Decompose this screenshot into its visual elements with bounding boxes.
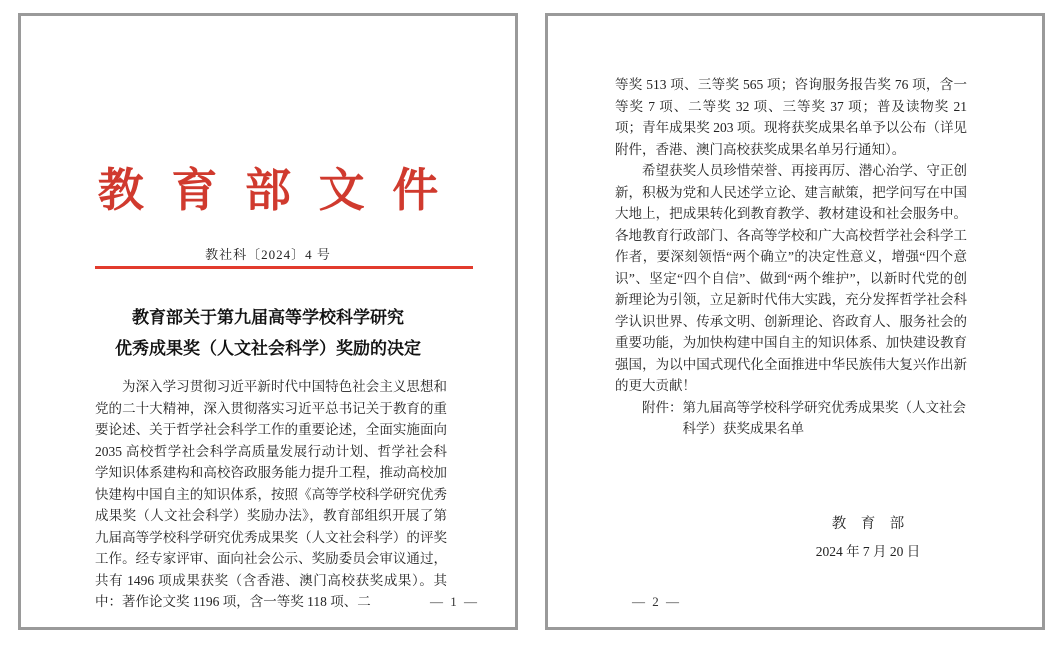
signature-block (748, 510, 988, 566)
issue-date: 2024 年 7 月 20 日 (815, 544, 921, 559)
document-title-line1: 教育部关于第九届高等学校科学研究 (132, 308, 404, 327)
issuing-authority: 教 育 部 (831, 516, 905, 532)
paragraph-2: 希望获奖人员珍惜荣誉、再接再厉、潜心治学、守正创新，积极为党和人民述学立论、建言献策，把学问写在中国大地上，把成果转化到教育教学、教材建设和社会服务中。各地教育行政部门、各高等学校和广大高校哲学社会科学工作者，要深刻领悟“两个确立”的决定性意义，增强“四个意识”、坚定“四个自信”、做到“两个维护”，以新时代党的创新理论为引领，立足新时代伟大实践，充分发挥哲学社会科学认识世界、传承文明、创新理论、咨政育人、服务社会的重要功能，为加快构建中国自主的知识体系、加快建设教育强国，为以中国式现代化全面推进中华民族伟大复兴作出新的更大贡献！ (615, 163, 967, 393)
page2-body (615, 74, 967, 440)
ministry-letterhead: 教育部文件 (97, 165, 466, 216)
red-divider-line (95, 266, 473, 269)
page1-number: — 1 — (430, 594, 479, 609)
document-page-1 (18, 13, 518, 630)
paragraph-1: 为深入学习贯彻习近平新时代中国特色社会主义思想和党的二十大精神，深入贯彻落实习近平总书记关于教育的重要论述、关于哲学社会科学工作的重要论述，全面实施面向 2035 高校哲学社会科学高质量发展行动计划、哲学社会科学知识体系建构和高校咨政服务能力提升工程，推动高校加快建构中国自主的知识体系，按照《高等学校科学研究优秀成果奖（人文社会科学）奖励办法》，教育部组织开展了第九届高等学校科学研究优秀成果奖（人文社会科学）的评奖工作。经专家评审、面向社会公示、奖励委员会审议通过，共有 1496 项成果获奖（含香港、澳门高校获奖成果）。其中：著作论文奖 1196 项，含一等奖 118 项、二 (95, 379, 447, 609)
attachment-note: 附件：第九届高等学校科学研究优秀成果奖（人文社会科学）获奖成果名单 (642, 399, 966, 436)
document-title-line2: 优秀成果奖（人文社会科学）奖励的决定 (115, 339, 421, 358)
page2-number: — 2 — (632, 594, 681, 609)
document-page-2 (545, 13, 1045, 630)
paragraph-1-continued: 等奖 513 项、三等奖 565 项；咨询服务报告奖 76 项，含一等奖 7 项、二等奖 32 项、三等奖 37 项；普及读物奖 21 项；青年成果奖 203 项。现将获奖成果名单予以公布（详见附件，香港、澳门高校获奖成果名单另行通知）。 (615, 77, 967, 157)
page1-body (95, 376, 447, 613)
document-reference-number: 教社科〔2024〕4 号 (205, 247, 331, 262)
document-title (21, 302, 515, 364)
